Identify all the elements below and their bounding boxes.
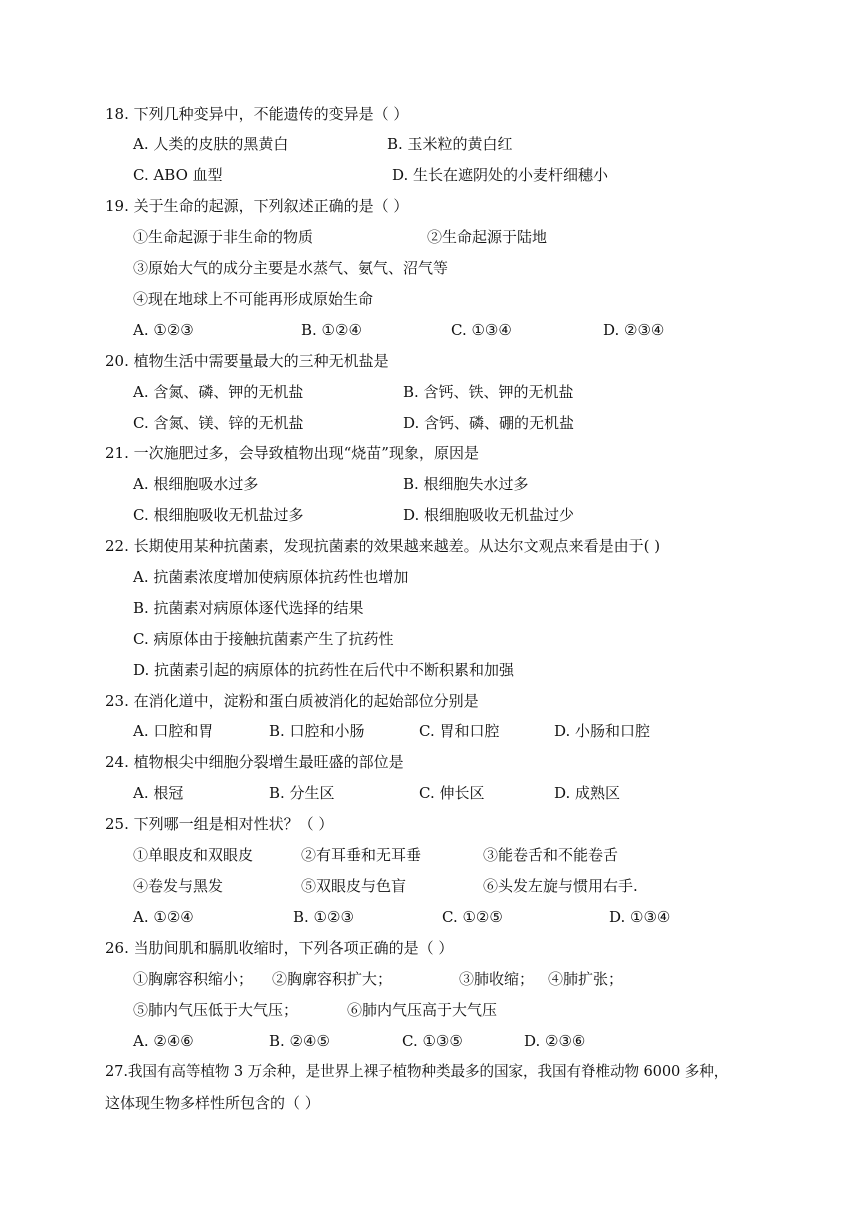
statement-4: ④卷发与黑发 — [133, 877, 224, 895]
option-a: A. 抗菌素浓度增加使病原体抗药性也增加 — [133, 568, 409, 586]
statement-1: ①胸廓容积缩小； — [133, 970, 254, 988]
option-d: D. 抗菌素引起的病原体的抗药性在后代中不断积累和加强 — [133, 661, 515, 679]
question-25-stem: 25. 下列哪一组是相对性状？（ ） — [105, 815, 334, 833]
question-21-stem: 21. 一次施肥过多，会导致植物出现“烧苗”现象，原因是 — [105, 444, 479, 462]
question-24-options-row — [133, 782, 733, 804]
option-b: B. ②④⑤ — [269, 1032, 330, 1050]
statement-1: ①生命起源于非生命的物质 — [133, 228, 314, 246]
option-b: B. ①②③ — [293, 908, 354, 926]
question-27-continuation: 这体现生物多样性所包含的（ ） — [105, 1094, 320, 1112]
question-26-options-row — [133, 1030, 753, 1052]
statement-2: ②胸廓容积扩大； — [272, 970, 393, 988]
option-b: B. 口腔和小肠 — [269, 722, 365, 740]
option-d: D. 成熟区 — [554, 784, 621, 802]
statement-1: ①单眼皮和双眼皮 — [133, 846, 254, 864]
question-21-options-row-1 — [133, 473, 733, 495]
question-20-stem: 20. 植物生活中需要量最大的三种无机盐是 — [105, 352, 389, 370]
option-b: B. 含钙、铁、钾的无机盐 — [403, 383, 574, 401]
option-a: A. 含氮、磷、钾的无机盐 — [133, 383, 304, 401]
statement-6: ⑥肺内气压高于大气压 — [347, 1001, 498, 1019]
question-20-options-row-1 — [133, 381, 733, 403]
option-c: C. ①③⑤ — [402, 1032, 463, 1050]
option-d: D. 根细胞吸收无机盐过少 — [403, 506, 575, 524]
statement-4: ④现在地球上不可能再形成原始生命 — [133, 290, 374, 308]
question-19-stem: 19. 关于生命的起源，下列叙述正确的是（ ） — [105, 197, 409, 215]
statement-3: ③原始大气的成分主要是水蒸气、氨气、沼气等 — [133, 259, 449, 277]
option-d: D. ①③④ — [609, 908, 671, 926]
option-a: A. ①②④ — [133, 908, 194, 926]
question-19-options-row — [133, 319, 733, 341]
question-24-stem: 24. 植物根尖中细胞分裂增生最旺盛的部位是 — [105, 753, 404, 771]
question-18-stem: 18. 下列几种变异中，不能遗传的变异是（ ） — [105, 105, 409, 123]
question-20-options-row-2 — [133, 412, 733, 434]
question-26-statements-row-2 — [133, 999, 753, 1021]
statement-3: ③肺收缩； — [459, 970, 535, 988]
option-a: A. 根冠 — [133, 784, 184, 802]
question-23-options-row — [133, 720, 733, 742]
option-c: C. 含氮、镁、锌的无机盐 — [133, 414, 304, 432]
statement-6: ⑥头发左旋与惯用右手. — [483, 877, 638, 895]
option-c: C. 根细胞吸收无机盐过多 — [133, 506, 304, 524]
option-a: A. 口腔和胃 — [133, 722, 214, 740]
question-22-stem: 22. 长期使用某种抗菌素，发现抗菌素的效果越来越差。从达尔文观点来看是由于( ) — [105, 537, 661, 555]
option-b: B. ①②④ — [301, 321, 362, 339]
option-a: A. 人类的皮肤的黑黄白 — [133, 135, 289, 153]
option-c: C. 伸长区 — [419, 784, 485, 802]
option-b: B. 分生区 — [269, 784, 335, 802]
question-23-stem: 23. 在消化道中，淀粉和蛋白质被消化的起始部位分别是 — [105, 692, 479, 710]
question-27-stem: 27.我国有高等植物 3 万余种，是世界上裸子植物种类最多的国家，我国有脊椎动物 6000 多种， — [105, 1063, 729, 1080]
option-c: C. 胃和口腔 — [419, 722, 500, 740]
question-18-options-row-2 — [133, 164, 733, 186]
option-d: D. 含钙、磷、硼的无机盐 — [403, 414, 575, 432]
option-c: C. ①③④ — [451, 321, 512, 339]
question-18-options-row-1 — [133, 133, 733, 155]
question-25-statements-row-2 — [133, 875, 733, 897]
statement-3: ③能卷舌和不能卷舌 — [483, 846, 619, 864]
statement-5: ⑤双眼皮与色盲 — [301, 877, 407, 895]
option-a: A. ①②③ — [133, 321, 194, 339]
option-a: A. ②④⑥ — [133, 1032, 194, 1050]
option-c: C. ABO 血型 — [133, 166, 223, 184]
question-25-options-row — [133, 906, 753, 928]
statement-5: ⑤肺内气压低于大气压； — [133, 1001, 299, 1019]
option-d: D. 小肠和口腔 — [554, 722, 651, 740]
option-c: C. ①②⑤ — [442, 908, 503, 926]
question-19-statements-row-1 — [133, 226, 733, 248]
question-21-options-row-2 — [133, 504, 733, 526]
option-b: B. 抗菌素对病原体逐代选择的结果 — [133, 599, 364, 617]
statement-4: ④肺扩张； — [548, 970, 624, 988]
option-d: D. 生长在遮阴处的小麦杆细穗小 — [392, 166, 609, 184]
question-26-statements-row-1 — [133, 968, 753, 990]
option-a: A. 根细胞吸水过多 — [133, 475, 259, 493]
option-c: C. 病原体由于接触抗菌素产生了抗药性 — [133, 630, 394, 648]
question-25-statements-row-1 — [133, 844, 733, 866]
statement-2: ②有耳垂和无耳垂 — [301, 846, 422, 864]
option-d: D. ②③⑥ — [524, 1032, 586, 1050]
option-d: D. ②③④ — [603, 321, 665, 339]
statement-2: ②生命起源于陆地 — [427, 228, 548, 246]
question-26-stem: 26. 当肋间肌和膈肌收缩时，下列各项正确的是（ ） — [105, 939, 454, 957]
option-b: B. 根细胞失水过多 — [403, 475, 529, 493]
option-b: B. 玉米粒的黄白红 — [387, 135, 513, 153]
